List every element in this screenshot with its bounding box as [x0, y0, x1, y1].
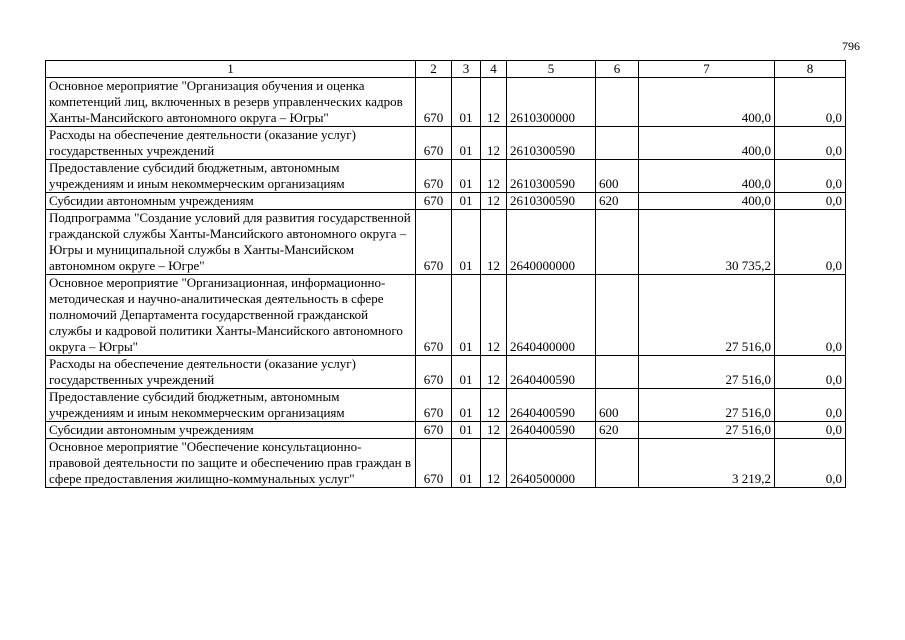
header-cell: 3: [452, 61, 481, 78]
row-amount-2: 0,0: [775, 127, 846, 160]
row-name: Основное мероприятие "Организация обучения и оценка компетенций лиц, включенных в резерв управленческих кадров Ханты-Мансийского автономного округа – Югры": [46, 78, 416, 127]
row-target-item: 2610300590: [507, 193, 596, 210]
row-expense-type: [596, 78, 639, 127]
row-admin-code: 670: [416, 275, 452, 356]
header-cell: 2: [416, 61, 452, 78]
row-amount-1: 27 516,0: [639, 356, 775, 389]
row-admin-code: 670: [416, 127, 452, 160]
row-target-item: 2640400000: [507, 275, 596, 356]
row-target-item: 2640400590: [507, 422, 596, 439]
row-subsection: 12: [481, 356, 507, 389]
row-admin-code: 670: [416, 78, 452, 127]
row-amount-2: 0,0: [775, 439, 846, 488]
row-section: 01: [452, 439, 481, 488]
row-expense-type: 620: [596, 193, 639, 210]
row-target-item: 2640400590: [507, 389, 596, 422]
row-subsection: 12: [481, 275, 507, 356]
row-section: 01: [452, 127, 481, 160]
row-admin-code: 670: [416, 356, 452, 389]
row-target-item: 2610300590: [507, 127, 596, 160]
row-amount-1: 27 516,0: [639, 422, 775, 439]
row-admin-code: 670: [416, 160, 452, 193]
row-expense-type: [596, 275, 639, 356]
row-amount-1: 3 219,2: [639, 439, 775, 488]
row-amount-1: 400,0: [639, 78, 775, 127]
row-expense-type: [596, 127, 639, 160]
row-subsection: 12: [481, 439, 507, 488]
row-name: Подпрограмма "Создание условий для развития государственной гражданской службы Ханты-Мансийского автономного округа – Югры и муниципальной службы в Ханты-Мансийском автономном округе – Югре": [46, 210, 416, 275]
row-name: Субсидии автономным учреждениям: [46, 193, 416, 210]
row-amount-2: 0,0: [775, 422, 846, 439]
row-target-item: 2640500000: [507, 439, 596, 488]
row-target-item: 2640400590: [507, 356, 596, 389]
header-cell: 6: [596, 61, 639, 78]
row-amount-1: 400,0: [639, 127, 775, 160]
row-subsection: 12: [481, 127, 507, 160]
header-cell: 5: [507, 61, 596, 78]
row-amount-2: 0,0: [775, 160, 846, 193]
table-row: [46, 356, 846, 389]
row-amount-1: 400,0: [639, 193, 775, 210]
row-name: Расходы на обеспечение деятельности (оказание услуг) государственных учреждений: [46, 356, 416, 389]
table-row: [46, 439, 846, 488]
row-subsection: 12: [481, 193, 507, 210]
row-expense-type: [596, 356, 639, 389]
table-row: [46, 127, 846, 160]
row-name: Расходы на обеспечение деятельности (оказание услуг) государственных учреждений: [46, 127, 416, 160]
header-row: [46, 61, 846, 78]
row-section: 01: [452, 160, 481, 193]
row-subsection: 12: [481, 78, 507, 127]
row-subsection: 12: [481, 160, 507, 193]
row-expense-type: 620: [596, 422, 639, 439]
row-target-item: 2610300000: [507, 78, 596, 127]
row-amount-2: 0,0: [775, 356, 846, 389]
row-target-item: 2640000000: [507, 210, 596, 275]
row-admin-code: 670: [416, 439, 452, 488]
row-amount-2: 0,0: [775, 275, 846, 356]
row-section: 01: [452, 275, 481, 356]
row-section: 01: [452, 78, 481, 127]
row-expense-type: 600: [596, 389, 639, 422]
row-amount-1: 400,0: [639, 160, 775, 193]
header-cell: 7: [639, 61, 775, 78]
row-subsection: 12: [481, 422, 507, 439]
table-row: [46, 160, 846, 193]
row-amount-1: 27 516,0: [639, 389, 775, 422]
table-row: [46, 389, 846, 422]
row-target-item: 2610300590: [507, 160, 596, 193]
table-row: [46, 210, 846, 275]
row-section: 01: [452, 210, 481, 275]
row-name: Предоставление субсидий бюджетным, автономным учреждениям и иным некоммерческим организациям: [46, 389, 416, 422]
row-amount-1: 27 516,0: [639, 275, 775, 356]
row-section: 01: [452, 356, 481, 389]
row-name: Основное мероприятие "Организационная, информационно-методическая и научно-аналитическая деятельность в сфере полномочий Департамента государственной гражданской службы и кадровой политики Ханты-Мансийского автономного округа – Югры": [46, 275, 416, 356]
row-expense-type: [596, 210, 639, 275]
budget-table: [45, 60, 846, 488]
row-subsection: 12: [481, 210, 507, 275]
table-row: [46, 422, 846, 439]
row-name: Субсидии автономным учреждениям: [46, 422, 416, 439]
table-row: [46, 78, 846, 127]
row-amount-2: 0,0: [775, 78, 846, 127]
row-section: 01: [452, 422, 481, 439]
row-expense-type: 600: [596, 160, 639, 193]
row-expense-type: [596, 439, 639, 488]
table-row: [46, 193, 846, 210]
row-admin-code: 670: [416, 422, 452, 439]
header-cell: 8: [775, 61, 846, 78]
row-section: 01: [452, 389, 481, 422]
table-row: [46, 275, 846, 356]
row-section: 01: [452, 193, 481, 210]
row-admin-code: 670: [416, 210, 452, 275]
row-amount-2: 0,0: [775, 193, 846, 210]
row-admin-code: 670: [416, 389, 452, 422]
page-number: 796: [842, 39, 860, 53]
row-name: Основное мероприятие "Обеспечение консультационно-правовой деятельности по защите и обеспечению прав граждан в сфере предоставления жилищно-коммунальных услуг": [46, 439, 416, 488]
header-cell: 1: [46, 61, 416, 78]
row-admin-code: 670: [416, 193, 452, 210]
row-subsection: 12: [481, 389, 507, 422]
header-cell: 4: [481, 61, 507, 78]
row-name: Предоставление субсидий бюджетным, автономным учреждениям и иным некоммерческим организациям: [46, 160, 416, 193]
row-amount-1: 30 735,2: [639, 210, 775, 275]
row-amount-2: 0,0: [775, 389, 846, 422]
row-amount-2: 0,0: [775, 210, 846, 275]
